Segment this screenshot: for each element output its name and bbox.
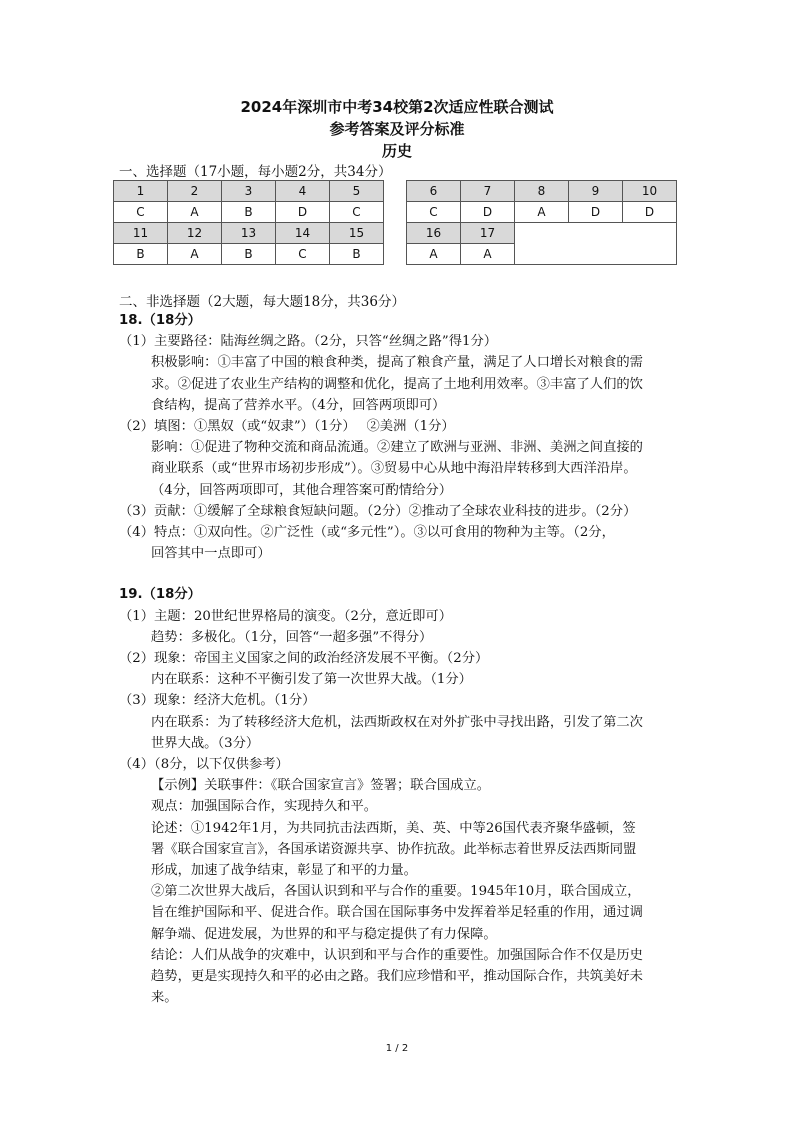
question-number: 9 bbox=[569, 181, 623, 202]
question-number: 3 bbox=[222, 181, 276, 202]
question-number: 12 bbox=[168, 223, 222, 244]
answer-cell: D bbox=[461, 202, 515, 223]
spacer bbox=[119, 564, 679, 584]
answer-line: 论述：①1942年1月，为共同抗击法西斯，美、英、中等26国代表齐聚华盛顿，签 bbox=[151, 820, 636, 836]
answer-line: ②第二次世界大战后，各国认识到和平与合作的重要。1945年10月，联合国成立， bbox=[151, 884, 641, 900]
table-row bbox=[114, 181, 677, 202]
answer-line: （3）贡献：①缓解了全球粮食短缺问题。（2分）②推动了全球农业科技的进步。（2分） bbox=[119, 503, 637, 519]
answer-line: 影响：①促进了物种交流和商品流通。②建立了欧洲与亚洲、非洲、美洲之间直接的 bbox=[151, 440, 643, 456]
answer-line: 旨在维护国际和平、促进合作。联合国在国际事务中发挥着举足轻重的作用，通过调 bbox=[151, 905, 643, 921]
answer-line: 内在联系：为了转移经济大危机，法西斯政权在对外扩张中寻找出路，引发了第二次 bbox=[151, 714, 643, 730]
answer-line: 观点：加强国际合作，实现持久和平。 bbox=[151, 799, 378, 815]
answer-line: （4）特点：①双向性。②广泛性（或“多元性”）。③以可食用的物种为主等。（2分， bbox=[119, 525, 615, 541]
exam-title: 2024年深圳市中考34校第2次适应性联合测试 bbox=[240, 98, 554, 116]
answer-cell: D bbox=[276, 202, 330, 223]
answer-line: （2）现象：帝国主义国家之间的政治经济发展不平衡。（2分） bbox=[119, 651, 489, 667]
table-gap bbox=[384, 244, 407, 265]
answer-line: 趋势：多极化。（1分，回答“一超多强”不得分） bbox=[151, 629, 433, 645]
q19-title: 19.（18分） bbox=[119, 587, 201, 603]
section2-heading: 二、非选择题（2大题，每大题18分，共36分） bbox=[119, 294, 405, 310]
section1-heading: 一、选择题（17小题，每小题2分，共34分） bbox=[119, 164, 392, 180]
answer-line: （4分，回答两项即可，其他合理答案可酌情给分） bbox=[151, 482, 452, 498]
answer-line: 形成，加速了战争结束，彰显了和平的力量。 bbox=[151, 863, 417, 879]
answer-cell: D bbox=[623, 202, 677, 223]
answer-line: 结论：人们从战争的灾难中，认识到和平与合作的重要性。加强国际合作不仅是历史 bbox=[151, 947, 643, 963]
answer-line: （4）（8分，以下仅供参考） bbox=[119, 757, 289, 773]
answer-cell: B bbox=[222, 244, 276, 265]
q18-title: 18.（18分） bbox=[119, 313, 201, 328]
empty-cell bbox=[515, 223, 677, 265]
answer-cell: B bbox=[114, 244, 168, 265]
answer-line: 积极影响：①丰富了中国的粮食种类，提高了粮食产量，满足了人口增长对粮食的需 bbox=[151, 355, 643, 371]
question-number: 10 bbox=[623, 181, 677, 202]
question-number: 16 bbox=[407, 223, 461, 244]
answer-line: （3）现象：经济大危机。（1分） bbox=[119, 693, 316, 709]
answer-cell: C bbox=[276, 244, 330, 265]
table-gap bbox=[384, 181, 407, 202]
table-gap bbox=[384, 223, 407, 244]
question-number: 4 bbox=[276, 181, 330, 202]
question-number: 1 bbox=[114, 181, 168, 202]
answer-line: 内在联系：这种不平衡引发了第一次世界大战。（1分） bbox=[151, 672, 472, 688]
answer-cell: C bbox=[407, 202, 461, 223]
question-number: 11 bbox=[114, 223, 168, 244]
answer-line: （2）填图：①黑奴（或“奴隶”）（1分） ②美洲（1分） bbox=[119, 419, 455, 435]
question-number: 8 bbox=[515, 181, 569, 202]
answer-cell: C bbox=[330, 202, 384, 223]
answer-line: 食结构，提高了营养水平。（4分，回答两项即可） bbox=[151, 397, 446, 413]
answer-line: 回答其中一点即可） bbox=[151, 546, 271, 562]
answer-line: 来。 bbox=[151, 990, 178, 1006]
answer-cell: A bbox=[407, 244, 461, 265]
answer-line: 世界大战。（3分） bbox=[151, 735, 260, 751]
question-number: 14 bbox=[276, 223, 330, 244]
answer-line: 署《联合国家宣言》，各国承诺资源共享、协作抗敌。此举标志着世界反法西斯同盟 bbox=[151, 841, 637, 857]
question-number: 2 bbox=[168, 181, 222, 202]
answer-body bbox=[119, 310, 679, 1009]
answer-cell: C bbox=[114, 202, 168, 223]
answer-line: 趋势，更是实现持久和平的必由之路。我们应珍惜和平，推动国际合作，共筑美好未 bbox=[151, 969, 643, 985]
answer-cell: A bbox=[168, 202, 222, 223]
table-row bbox=[114, 202, 677, 223]
question-number: 6 bbox=[407, 181, 461, 202]
answer-line: 解争端、促进发展，为世界的和平与稳定提供了有力保障。 bbox=[151, 926, 497, 942]
answer-line: 【示例】关联事件：《联合国家宣言》签署；联合国成立。 bbox=[151, 778, 491, 794]
question-number: 7 bbox=[461, 181, 515, 202]
answer-cell: B bbox=[330, 244, 384, 265]
answer-cell: D bbox=[569, 202, 623, 223]
answer-cell: A bbox=[515, 202, 569, 223]
question-number: 5 bbox=[330, 181, 384, 202]
answer-cell: A bbox=[168, 244, 222, 265]
answer-table bbox=[113, 180, 677, 265]
question-number: 13 bbox=[222, 223, 276, 244]
question-number: 15 bbox=[330, 223, 384, 244]
exam-subtitle: 参考答案及评分标准 bbox=[329, 120, 465, 138]
answer-cell: A bbox=[461, 244, 515, 265]
exam-subject: 历史 bbox=[381, 142, 412, 160]
question-number: 17 bbox=[461, 223, 515, 244]
answer-line: （1）主题：20世纪世界格局的演变。（2分，意近即可） bbox=[119, 608, 453, 624]
page-number: 1 / 2 bbox=[385, 1043, 409, 1054]
answer-cell: B bbox=[222, 202, 276, 223]
answer-line: （1）主要路径：陆海丝绸之路。（2分，只答“丝绸之路”得1分） bbox=[119, 334, 498, 350]
answer-line: 商业联系（或“世界市场初步形成”）。③贸易中心从地中海沿岸转移到大西洋沿岸。 bbox=[151, 461, 637, 477]
answer-line: 求。②促进了农业生产结构的调整和优化，提高了土地利用效率。③丰富了人们的饮 bbox=[151, 376, 643, 392]
table-row bbox=[114, 223, 677, 244]
table-gap bbox=[384, 202, 407, 223]
